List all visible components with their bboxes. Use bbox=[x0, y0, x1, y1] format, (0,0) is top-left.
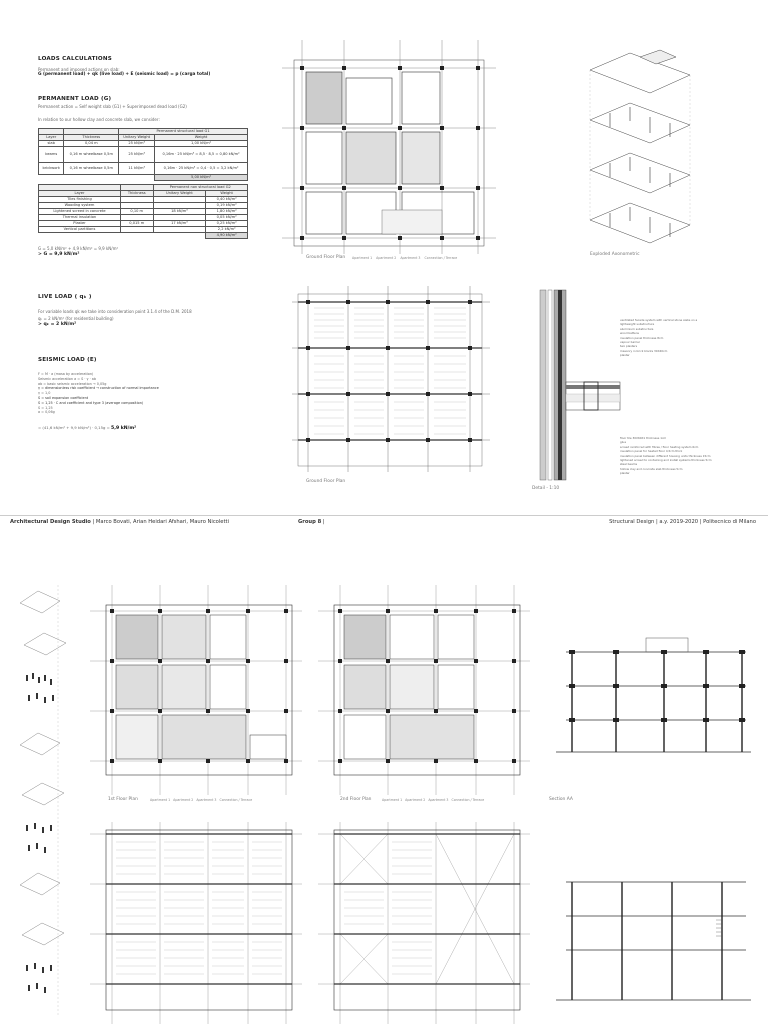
table1-header: Permanent structural load G1 bbox=[119, 129, 248, 135]
detail-note: lightened screed to containing and install systems thickness 5cm bbox=[620, 458, 712, 463]
table2-col: Weight bbox=[206, 191, 248, 197]
table-cell: Plaster bbox=[39, 221, 121, 227]
seismic-line: γ = dimensionless risk coefficient → construction of normal importance bbox=[38, 386, 159, 391]
detail-note: lightweight substructure bbox=[620, 322, 655, 327]
nonstructural-load-table bbox=[38, 184, 248, 239]
footer-group-sep: | bbox=[322, 519, 325, 525]
table-cell: 1,00 kN/m² bbox=[155, 141, 248, 147]
table-cell: 0,16 m wheelbase 0,5m bbox=[64, 163, 119, 175]
second-floor-legend bbox=[382, 798, 484, 802]
footer-group-name: Group 8 bbox=[298, 519, 322, 525]
permanent-line2: In relation to our hollow clay and concrete slab, we consider: bbox=[38, 117, 160, 122]
permanent-line1: Permanent action = Self weight slab (G1) + Superimposed dead load (G2) bbox=[38, 104, 187, 109]
legend-item: Apartment 2 bbox=[405, 798, 426, 802]
live-title: LIVE LOAD ( qₖ ) bbox=[38, 294, 92, 300]
table-cell: Wooding system bbox=[39, 203, 121, 209]
live-result: > qₖ = 2 kN/m² bbox=[38, 322, 77, 327]
legend-item: Apartment 1 bbox=[150, 798, 171, 802]
table1-col: Thickness bbox=[64, 135, 119, 141]
detail-note: insulation panel between different housing units thickness 15cm bbox=[620, 453, 711, 458]
table-cell: Lightened screed in concrete bbox=[39, 209, 121, 215]
detail-note: plaster bbox=[620, 353, 630, 358]
seismic-line: F = M · a (masa by acceleration) bbox=[38, 372, 94, 376]
table2-col: Unitary Weight bbox=[153, 191, 206, 197]
exploded-axonometric-drawing bbox=[580, 45, 700, 255]
footer-divider bbox=[0, 515, 768, 516]
seismic-line: Seismic acceleration a = S · γ · ab bbox=[38, 376, 97, 381]
exploded-axonometric-strip bbox=[14, 585, 72, 1021]
structural-load-table bbox=[38, 128, 248, 181]
table-cell: 11 kN/m³ bbox=[119, 163, 155, 175]
seismic-line: γ = 1,0 bbox=[38, 391, 51, 396]
legend-item: Connection / Terrace bbox=[219, 798, 253, 802]
table-cell: Vertical partitions bbox=[39, 227, 121, 233]
legend-item: Connection / Terrace bbox=[424, 256, 458, 260]
ground-floor-plan-caption: Ground Floor Plan bbox=[306, 255, 346, 260]
table2-col: Layer bbox=[39, 191, 121, 197]
second-floor-plan-caption: 2nd Floor Plan bbox=[340, 797, 372, 802]
legend-item: Connection / Terrace bbox=[451, 798, 485, 802]
table-cell: beams bbox=[39, 147, 64, 163]
seismic-title: SEISMIC LOAD (E) bbox=[38, 357, 97, 363]
ground-floor-structural-drawing bbox=[284, 282, 496, 478]
legend-item: Apartment 3 bbox=[400, 256, 421, 260]
second-floor-plan-drawing bbox=[318, 585, 530, 795]
footer-studio: Architectural Design Studio bbox=[10, 519, 91, 525]
footer-left bbox=[10, 519, 229, 525]
table-cell: 0,015 m bbox=[120, 221, 153, 227]
seismic-line: S = 1,25 · C and coefficient and type 3 (average composition) bbox=[38, 400, 144, 405]
table-cell: 0,10 m bbox=[120, 209, 153, 215]
table-cell: 18 kN/m³ bbox=[153, 209, 206, 215]
table-cell: 17 kN/m³ bbox=[153, 221, 206, 227]
seismic-result-prefix: = (41,6 kN/m² + 9,9 kN/m²) · 0,15g = bbox=[38, 425, 112, 430]
table1-col: Unitary Weight bbox=[119, 135, 155, 141]
detail-note: aluminium substructure bbox=[620, 326, 654, 331]
loads-title: LOADS CALCULATIONS bbox=[38, 56, 112, 62]
table-cell: 0,40 kN/m² bbox=[206, 197, 248, 203]
legend-item: Apartment 1 bbox=[382, 798, 403, 802]
detail-note: steel beams bbox=[620, 462, 638, 467]
first-floor-structural-drawing bbox=[90, 822, 302, 1024]
footer-course: Structural Design | a.y. 2019-2020 | Politecnico di Milano bbox=[609, 519, 756, 525]
detail-notes-top bbox=[620, 318, 760, 358]
permanent-sum: G = 5,0 kN/m² + 4,9 kN/m² = 9,9 kN/m² bbox=[38, 246, 119, 251]
table-cell: 1,80 kN/m² bbox=[206, 209, 248, 215]
footer-authors: | Marco Bovati, Arian Heidari Afshari, Mauro Nicoletti bbox=[92, 519, 230, 525]
legend-item: Apartment 2 bbox=[376, 256, 397, 260]
footer-group bbox=[298, 519, 325, 525]
detail-note: two plasters bbox=[620, 344, 638, 349]
table-cell: 0,05 kN/m² bbox=[206, 215, 248, 221]
seismic-line: ab = basic seismic acceleration → 0,05g bbox=[38, 381, 107, 386]
first-floor-plan-caption: 1st Floor Plan bbox=[108, 797, 138, 802]
table2-total: 4,90 kN/m² bbox=[206, 233, 248, 239]
first-floor-legend bbox=[150, 798, 252, 802]
section-bb-drawing bbox=[546, 860, 756, 1024]
detail-note: ventilated facade system with vertical stone slabs on a bbox=[620, 318, 698, 322]
ground-floor-structural-caption: Ground Floor Plan bbox=[306, 479, 346, 484]
ground-floor-plan-drawing bbox=[282, 40, 496, 255]
detail-notes-bottom bbox=[620, 436, 760, 476]
table-cell: 0,16m · 25 kN/m³ = 0,4 · 0,5 = 3,2 kN/m² bbox=[155, 163, 248, 175]
seismic-lines bbox=[38, 372, 258, 415]
seismic-result bbox=[38, 425, 136, 431]
table-cell: 25 kN/m³ bbox=[119, 141, 155, 147]
section-aa-drawing bbox=[546, 630, 756, 760]
section-aa-caption: Section AA bbox=[549, 797, 573, 802]
detail-caption: Detail - 1:10 bbox=[532, 486, 560, 491]
table-cell: 0,25 kN/m² bbox=[206, 221, 248, 227]
table2-col: Thickness bbox=[120, 191, 153, 197]
detail-note: insulation panel for heated floor 4,5cm thick bbox=[620, 449, 683, 454]
exploded-axo-caption: Exploded Axonometric bbox=[590, 252, 640, 257]
seismic-line: S = 1,25 bbox=[38, 405, 53, 410]
table-cell: 0,16 m wheelbase 0,5m bbox=[64, 147, 119, 163]
detail-note: masonry in brick blocks 30X40cm bbox=[620, 348, 668, 353]
table-cell: Tiles finishing bbox=[39, 197, 121, 203]
table-cell: 0,04 m bbox=[64, 141, 119, 147]
table-cell: brickwork bbox=[39, 163, 64, 175]
table2-header: Permanent non structural load G2 bbox=[153, 185, 247, 191]
table1-col: Weight bbox=[155, 135, 248, 141]
plan-legend bbox=[352, 256, 457, 260]
table-cell: 2,2 kN/m² bbox=[206, 227, 248, 233]
table1-total: 5,00 kN/m² bbox=[155, 175, 248, 181]
live-line2: qₖ = 2 kN/m² (for residential building) bbox=[38, 316, 114, 321]
detail-note: glue bbox=[620, 440, 627, 445]
seismic-result-value: 5,9 kN/m² bbox=[111, 426, 137, 431]
seismic-line: S = soil expansion coefficient bbox=[38, 395, 89, 400]
detail-note: hollow clay and concrete slab thickness 5cm bbox=[620, 466, 683, 471]
table-cell: Thermal insulation bbox=[39, 215, 121, 221]
first-floor-plan-drawing bbox=[90, 585, 302, 795]
detail-section-drawing bbox=[536, 290, 620, 480]
legend-item: Apartment 3 bbox=[428, 798, 449, 802]
live-line1: For variable loads qk we take into consideration point 3.1.4 of the D.M. 2018 bbox=[38, 309, 192, 314]
detail-note: floor tile 30X60X1 thickness 1cm bbox=[620, 436, 667, 440]
loads-formula: G (permanent load) + qk (live load) + E (seismic load) = p (carga total) bbox=[38, 72, 211, 77]
table-cell: slab bbox=[39, 141, 64, 147]
table-cell: 0,16m · 25 kN/m³ = 8,5 · 8,5 = 0,80 kN/m² bbox=[155, 147, 248, 163]
detail-note: screed reinforced with fibres / floor heating system 6cm bbox=[620, 444, 699, 449]
detail-note: plaster bbox=[620, 471, 630, 476]
legend-item: Apartment 1 bbox=[352, 256, 373, 260]
table-cell: 25 kN/m³ bbox=[119, 147, 155, 163]
legend-item: Apartment 2 bbox=[173, 798, 194, 802]
permanent-title: PERMANENT LOAD (G) bbox=[38, 96, 112, 102]
second-floor-structural-drawing bbox=[318, 822, 530, 1024]
table1-col: Layer bbox=[39, 135, 64, 141]
detail-note: vapour barrier bbox=[620, 340, 641, 345]
detail-note: insulation panel thickness 8cm bbox=[620, 335, 664, 340]
loads-intro: Permanent and imposed actions on slab: bbox=[38, 67, 120, 72]
detail-note: wood battens bbox=[620, 331, 640, 336]
seismic-line: a = 0,06g bbox=[38, 410, 55, 415]
permanent-result: > G = 9,9 kN/m² bbox=[38, 252, 80, 257]
table-cell: 0,19 kN/m² bbox=[206, 203, 248, 209]
legend-item: Apartment 3 bbox=[196, 798, 217, 802]
